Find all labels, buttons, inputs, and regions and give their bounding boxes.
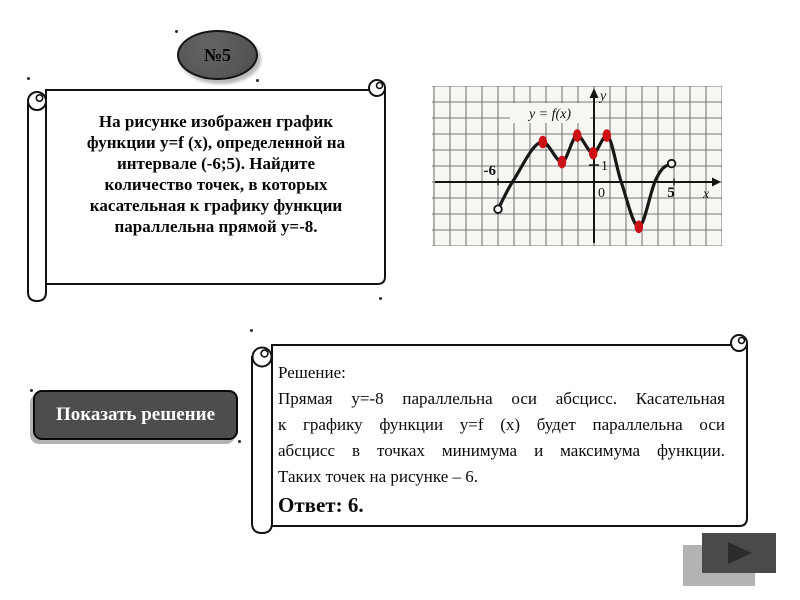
extremum-dot-min xyxy=(558,156,567,169)
problem-line: интервале (-6;5). Найдите xyxy=(116,154,316,173)
solution-answer: Ответ: 6. xyxy=(278,493,364,517)
y-tick-label-1: 1 xyxy=(601,159,608,174)
solution-line: абсцисс в точках минимума и максимума функции. xyxy=(278,441,725,460)
extremum-dot-max xyxy=(573,129,582,142)
stray-dot xyxy=(256,79,259,82)
problem-line: параллельна прямой y=-8. xyxy=(114,217,318,236)
show-solution-button[interactable] xyxy=(33,390,238,440)
extremum-dot-min xyxy=(635,221,644,234)
problem-text xyxy=(51,111,381,237)
extremum-dot-min xyxy=(589,147,598,160)
extremum-dot-max xyxy=(539,136,548,149)
problem-scroll xyxy=(25,75,390,307)
stray-dot xyxy=(238,440,241,443)
stray-dot xyxy=(379,297,382,300)
solution-line: Прямая y=-8 параллельна оси абсцисс. Касательная xyxy=(278,389,725,408)
problem-number-label: №5 xyxy=(203,44,232,65)
solution-scroll xyxy=(248,330,753,542)
open-endpoint xyxy=(494,205,502,213)
stray-dot xyxy=(27,77,30,80)
y-axis-label: y xyxy=(600,89,607,104)
show-solution-label: Показать решение xyxy=(55,404,215,425)
problem-line: функции y=f (x), определенной на xyxy=(86,133,346,152)
function-graph-svg xyxy=(432,86,722,246)
function-graph xyxy=(432,86,722,246)
extremum-dot-max xyxy=(603,129,612,142)
solution-text xyxy=(278,360,725,518)
problem-line: количество точек, в которых xyxy=(104,175,328,194)
stray-dot xyxy=(175,30,178,33)
next-slide-button[interactable] xyxy=(702,533,776,573)
stray-dot xyxy=(30,389,33,392)
problem-number-badge xyxy=(177,30,258,80)
play-icon xyxy=(728,542,752,564)
solution-line: к графику функции y=f (x) будет параллельна оси xyxy=(278,415,725,434)
solution-heading: Решение: xyxy=(278,363,346,382)
problem-line: касательная к графику функции xyxy=(89,196,343,215)
x-tick-label-5: 5 xyxy=(667,185,675,201)
solution-line: Таких точек на рисунке – 6. xyxy=(278,467,479,486)
curve-label: y = f(x) xyxy=(528,107,572,122)
open-endpoint xyxy=(668,160,676,168)
problem-line: На рисунке изображен график xyxy=(98,112,334,131)
x-tick-label-minus6: -6 xyxy=(483,163,496,179)
stray-dot xyxy=(250,329,253,332)
next-slide-control xyxy=(683,533,778,586)
x-axis-label: x xyxy=(703,187,710,202)
origin-label: 0 xyxy=(598,186,605,201)
